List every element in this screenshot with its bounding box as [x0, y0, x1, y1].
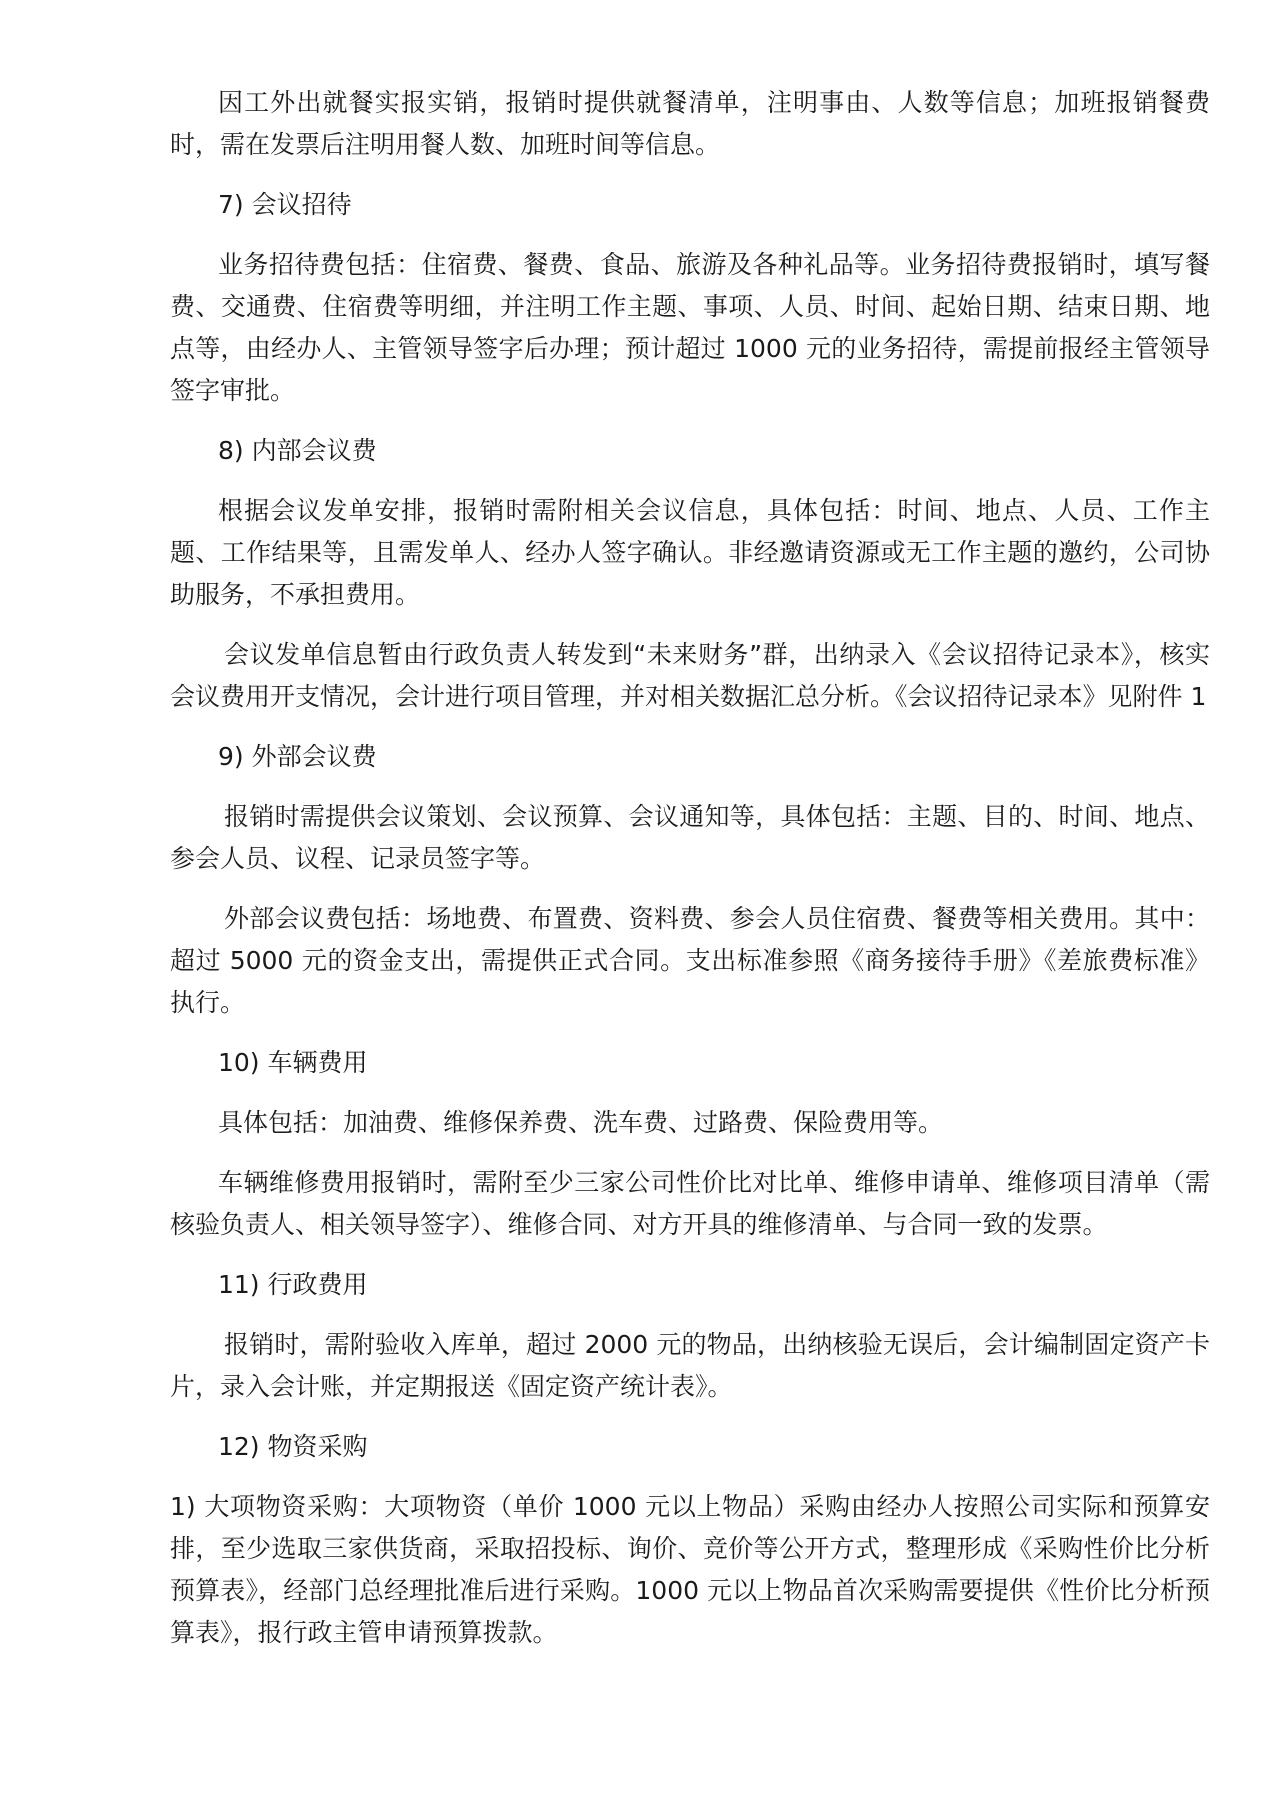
- paragraph-vehicle-repair: 车辆维修费用报销时，需附至少三家公司性价比对比单、维修申请单、维修项目清单（需核验负责人、相关领导签字）、维修合同、对方开具的维修清单、与合同一致的发票。: [170, 1168, 1210, 1239]
- heading-external-meeting: 9) 外部会议费: [218, 742, 377, 771]
- heading-procurement: 12) 物资采购: [218, 1432, 368, 1461]
- paragraph-business-hospitality: 业务招待费包括：住宿费、餐费、食品、旅游及各种礼品等。业务招待费报销时，填写餐费、交通费、住宿费等明细，并注明工作主题、事项、人员、时间、起始日期、结束日期、地点等，由经办人、主管领导签字后办理；预计超过 1000 元的业务招待，需提前报经主管领导签字审批。: [170, 250, 1210, 405]
- paragraph-major-procurement: 1) 大项物资采购：大项物资（单价 1000 元以上物品）采购由经办人按照公司实际和预算安排，至少选取三家供货商，采取招投标、询价、竞价等公开方式，整理形成《采购性价比分析预算表》，经部门总经理批准后进行采购。1000 元以上物品首次采购需要提供《性价比分析预算表》，报行政主管申请预算拨款。: [170, 1492, 1210, 1647]
- paragraph-external-meeting-costs: 外部会议费包括：场地费、布置费、资料费、参会人员住宿费、餐费等相关费用。其中：超过 5000 元的资金支出，需提供正式合同。支出标准参照《商务接待手册》《差旅费标准》执行。: [170, 904, 1210, 1017]
- paragraph-vehicle-items: 具体包括：加油费、维修保养费、洗车费、过路费、保险费用等。: [218, 1108, 944, 1137]
- heading-meeting-hospitality: 7) 会议招待: [218, 190, 352, 219]
- paragraph-external-meeting-docs: 报销时需提供会议策划、会议预算、会议通知等，具体包括：主题、目的、时间、地点、参会人员、议程、记录员签字等。: [170, 802, 1210, 873]
- paragraph-internal-meeting-info: 根据会议发单安排，报销时需附相关会议信息，具体包括：时间、地点、人员、工作主题、工作结果等，且需发单人、经办人签字确认。非经邀请资源或无工作主题的邀约，公司协助服务，不承担费用。: [170, 496, 1210, 609]
- paragraph-admin-costs: 报销时，需附验收入库单，超过 2000 元的物品，出纳核验无误后，会计编制固定资产卡片，录入会计账，并定期报送《固定资产统计表》。: [170, 1330, 1210, 1401]
- heading-internal-meeting: 8) 内部会议费: [218, 436, 377, 465]
- heading-admin-costs: 11) 行政费用: [218, 1270, 368, 1299]
- paragraph-meal-reimbursement: 因工外出就餐实报实销，报销时提供就餐清单，注明事由、人数等信息；加班报销餐费时，需在发票后注明用餐人数、加班时间等信息。: [170, 88, 1210, 159]
- document-body: [170, 82, 1210, 1672]
- paragraph-meeting-records: 会议发单信息暂由行政负责人转发到“未来财务”群，出纳录入《会议招待记录本》，核实会议费用开支情况，会计进行项目管理，并对相关数据汇总分析。《会议招待记录本》见附件 1: [170, 640, 1210, 711]
- heading-vehicle-costs: 10) 车辆费用: [218, 1048, 368, 1077]
